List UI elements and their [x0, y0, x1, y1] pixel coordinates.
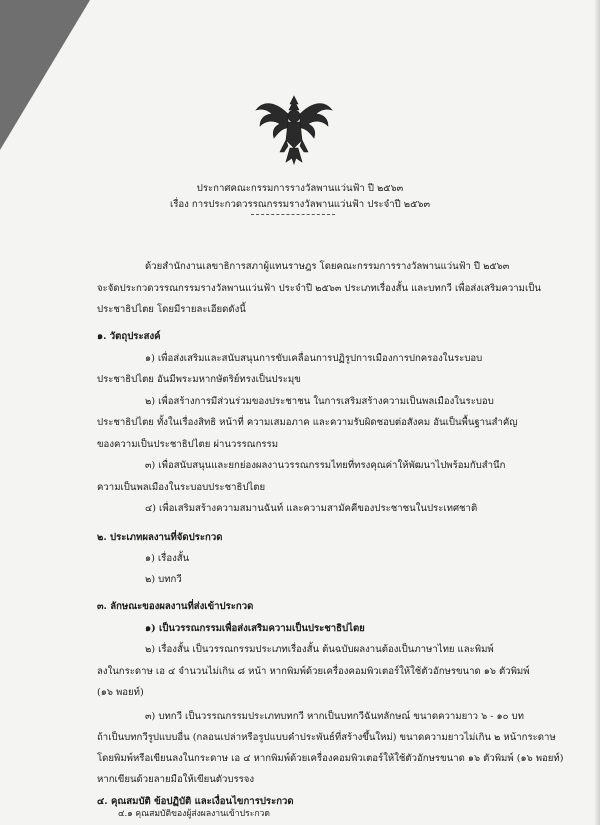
body-line: ๑) เป็นวรรณกรรมเพื่อส่งเสริมความเป็นประชาธิปไตย — [145, 623, 365, 634]
body-line: ๔) เพื่อเสริมสร้างความสมานฉันท์ และความสามัคคีของประชาชนในประเทศชาติ — [145, 503, 478, 514]
body-line: ๒) เพื่อสร้างการมีส่วนร่วมของประชาชน ในการเสริมสร้างความเป็นพลเมืองในระบอบ — [145, 396, 494, 407]
subsection-heading: ๔.๑ คุณสมบัติของผู้ส่งผลงานเข้าประกวด — [118, 809, 270, 819]
section-heading: ๔. คุณสมบัติ ข้อปฏิบัติ และเงื่อนไขการประกวด — [97, 796, 294, 807]
section-heading: ๓. ลักษณะของผลงานที่ส่งเข้าประกวด — [97, 601, 254, 612]
body-line: (๑๖ พอยท์) — [97, 687, 144, 698]
section-heading: ๑. วัตถุประสงค์ — [97, 331, 161, 342]
garuda-emblem-icon — [254, 92, 334, 167]
body-line: หากเขียนด้วยลายมือให้เขียนตัวบรรจง — [97, 774, 255, 785]
intro-line: ประชาธิปไตย โดยมีรายละเอียดดังนี้ — [97, 304, 246, 315]
body-line: ประชาธิปไตย ทั้งในเรื่องสิทธิ หน้าที่ ความเสมอภาค และความรับผิดชอบต่อสังคม อันเป็นพื้นฐานสำคัญ — [97, 417, 518, 428]
intro-line: จะจัดประกวดวรรณกรรมรางวัลพานแว่นฟ้า ประจำปี ๒๕๖๓ ประเภทเรื่องสั้น และบทกวี เพื่อส่งเสริมความเป็น — [97, 283, 541, 294]
body-line: ลงในกระดาษ เอ ๔ จำนวนไม่เกิน ๘ หน้า หากพิมพ์ด้วยเครื่องคอมพิวเตอร์ให้ใช้ตัวอักษรขนาด ๑๖ ตัวพิมพ์ — [97, 666, 530, 677]
body-line: ๒) เรื่องสั้น เป็นวรรณกรรมประเภทเรื่องสั้น ต้นฉบับผลงานต้องเป็นภาษาไทย และพิมพ์ — [145, 644, 494, 655]
body-line: ๓) เพื่อสนับสนุนและยกย่องผลงานวรรณกรรมไทยที่ทรงคุณค่าให้พัฒนาไปพร้อมกับสำนึก — [145, 460, 506, 471]
body-line: ๑) เพื่อส่งเสริมและสนับสนุนการขับเคลื่อนการปฏิรูปการเมืองการปกครองในระบอบ — [145, 353, 483, 364]
body-line: ประชาธิปไตย อันมีพระมหากษัตริย์ทรงเป็นประมุข — [97, 374, 301, 385]
body-line: ๒) บทกวี — [145, 574, 182, 585]
body-line: ความเป็นพลเมืองในระบอบประชาธิปไตย — [97, 482, 266, 493]
notice-title: ประกาศคณะกรรมการรางวัลพานแว่นฟ้า ปี ๒๕๖๓ — [196, 183, 404, 194]
divider — [251, 214, 335, 215]
page-edge — [594, 0, 600, 825]
body-line: ๓) บทกวี เป็นวรรณกรรมประเภทบทกวี หากเป็นบทกวีฉันทลักษณ์ ขนาดความยาว ๖ - ๑๐ บท — [145, 711, 524, 722]
body-line: โดยพิมพ์หรือเขียนลงในกระดาษ เอ ๔ หากพิมพ์ด้วยเครื่องคอมพิวเตอร์ให้ใช้ตัวอักษรขนาด ๑๖ ตัวพิมพ์ (๑๖ พอยท์) — [97, 753, 564, 764]
body-line: ถ้าเป็นบทกวีรูปแบบอื่น (กลอนเปล่าหรือรูปแบบคำประพันธ์ที่สร้างขึ้นใหม่) ขนาดความยาวไม่เกิน ๒ หน้ากระดาษ — [97, 732, 556, 743]
body-line: ๑) เรื่องสั้น — [145, 553, 190, 564]
body-line: ของความเป็นประชาธิปไตย ผ่านวรรณกรรม — [97, 439, 279, 450]
folded-page-corner — [0, 0, 90, 150]
intro-line: ด้วยสำนักงานเลขาธิการสภาผู้แทนราษฎร โดยคณะกรรมการรางวัลพานแว่นฟ้า ปี ๒๕๖๓ — [145, 261, 510, 272]
section-heading: ๒. ประเภทผลงานที่จัดประกวด — [97, 532, 223, 543]
notice-subject: เรื่อง การประกวดวรรณกรรมรางวัลพานแว่นฟ้า ประจำปี ๒๕๖๓ — [169, 199, 431, 210]
